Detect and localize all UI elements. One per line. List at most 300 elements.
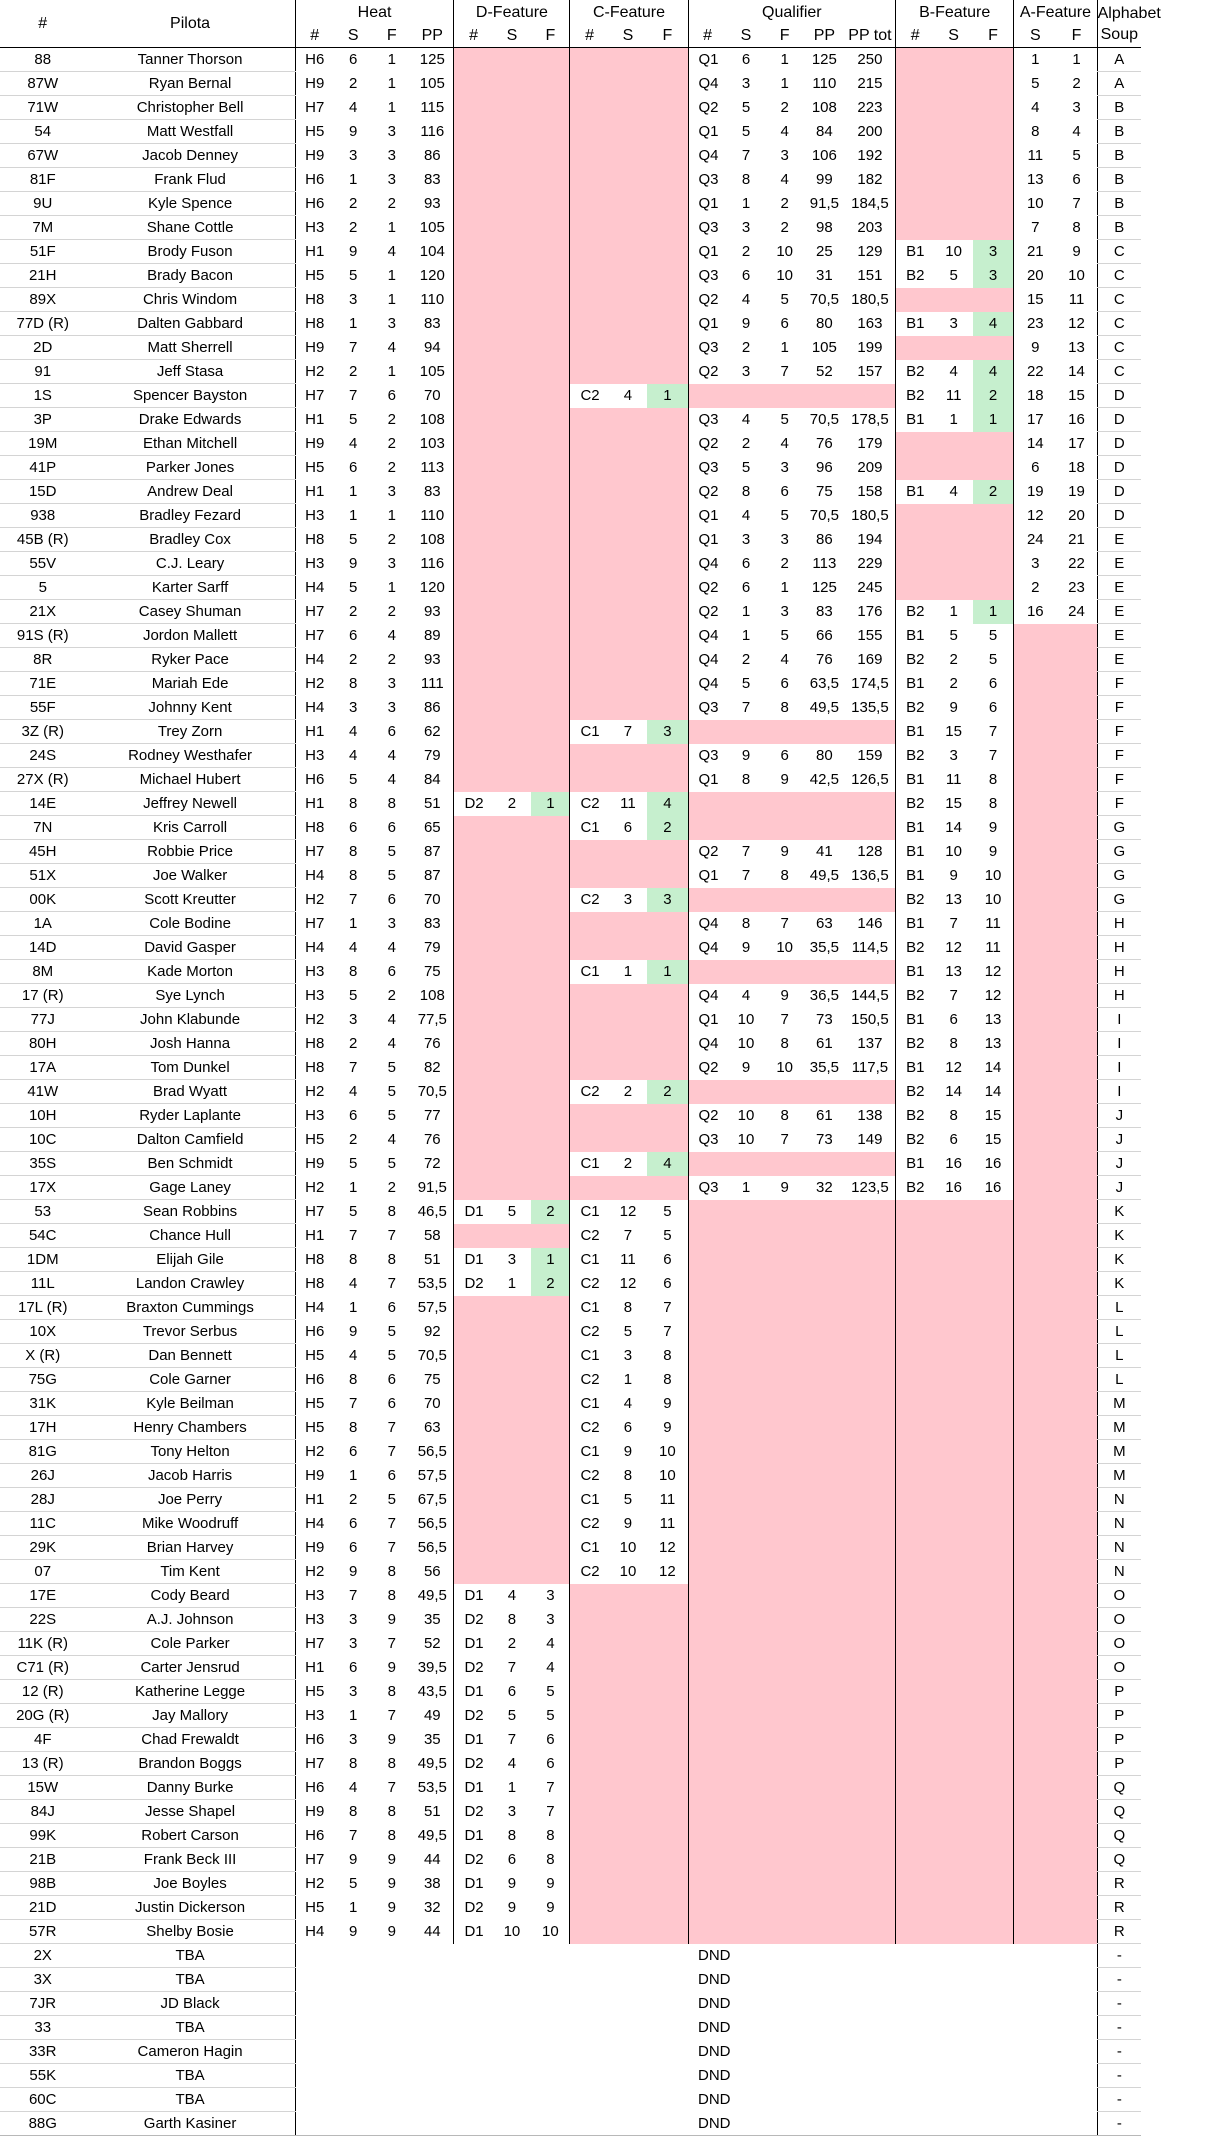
driver-name: Kyle Beilman	[85, 1392, 295, 1416]
heat-points: 105	[419, 75, 445, 92]
cfeature-start	[609, 936, 648, 960]
afeature-finish	[1056, 1656, 1097, 1680]
qualifier-points-total: 158	[857, 483, 883, 500]
heat-points: 72	[423, 1155, 441, 1172]
bfeature-race	[896, 288, 935, 312]
bfeature-start	[934, 1464, 973, 1488]
driver-name: Christopher Bell	[85, 96, 295, 120]
heat-finish: 2	[387, 651, 396, 668]
table-row	[0, 1200, 1141, 1224]
heat-finish: 1	[387, 75, 396, 92]
cfeature-race: C1	[570, 1200, 609, 1224]
qualifier-race: Q4	[688, 912, 727, 936]
heat-number: H2	[295, 1008, 334, 1032]
dfeature-race: D1	[454, 1776, 493, 1800]
bfeature-finish: 15	[984, 1131, 1002, 1148]
qualifier-race	[688, 1440, 727, 1464]
bfeature-finish	[973, 1584, 1014, 1608]
dfeature-finish	[531, 1320, 570, 1344]
heat-start: 6	[348, 1659, 358, 1676]
qualifier-start: 9	[741, 1059, 751, 1076]
dfeature-finish	[531, 936, 570, 960]
afeature-finish	[1056, 984, 1097, 1008]
dnd-blank	[295, 2016, 688, 2040]
dfeature-start	[493, 336, 532, 360]
car-number: 14D	[0, 936, 85, 960]
dfeature-finish	[531, 192, 570, 216]
table-row	[0, 576, 1141, 600]
qualifier-points-total	[845, 1392, 896, 1416]
afeature-start	[1014, 1248, 1057, 1272]
cfeature-start	[609, 432, 648, 456]
bfeature-race: B1	[896, 624, 935, 648]
cfeature-race	[570, 1704, 609, 1728]
dfeature-finish: 2	[531, 1200, 570, 1224]
heat-points: 53,5	[417, 1275, 447, 1292]
table-row	[0, 1824, 1141, 1848]
sub-header-q-f: F	[765, 25, 804, 48]
cfeature-finish	[647, 768, 688, 792]
heat-finish: 1	[387, 579, 396, 596]
bfeature-start	[934, 576, 973, 600]
bfeature-finish: 2	[973, 480, 1014, 504]
qualifier-points-total: 150,5	[851, 1011, 889, 1028]
heat-number: H8	[295, 1248, 334, 1272]
dfeature-race	[454, 528, 493, 552]
qualifier-points: 41	[816, 843, 833, 860]
car-number: 77D (R)	[0, 312, 85, 336]
heat-points: 38	[423, 1875, 441, 1892]
bfeature-race	[896, 1536, 935, 1560]
dfeature-race	[454, 96, 493, 120]
bfeature-race: B2	[896, 1080, 935, 1104]
dfeature-start	[493, 360, 532, 384]
table-row	[0, 360, 1141, 384]
bfeature-race	[896, 1392, 935, 1416]
cfeature-finish: 1	[647, 384, 688, 408]
car-number: 45B (R)	[0, 528, 85, 552]
qualifier-race	[688, 888, 727, 912]
car-number: 57R	[0, 1920, 85, 1944]
bfeature-finish	[973, 1464, 1014, 1488]
dnd-row	[0, 2064, 1141, 2088]
afeature-finish	[1056, 768, 1097, 792]
afeature-start	[1014, 1200, 1057, 1224]
alphabet-soup-letter: -	[1097, 2088, 1141, 2112]
heat-start: 8	[348, 675, 358, 692]
qualifier-points	[804, 1368, 845, 1392]
qualifier-points-total: 163	[857, 315, 883, 332]
afeature-start	[1014, 912, 1057, 936]
alphabet-soup-letter: -	[1097, 1944, 1141, 1968]
bfeature-finish	[973, 1344, 1014, 1368]
qualifier-points: 61	[816, 1107, 833, 1124]
bfeature-finish	[973, 1392, 1014, 1416]
afeature-finish: 11	[1068, 291, 1085, 308]
qualifier-finish: 10	[776, 1059, 794, 1076]
heat-finish: 6	[387, 723, 396, 740]
dfeature-race	[454, 984, 493, 1008]
qualifier-points: 125	[811, 51, 837, 69]
qualifier-race	[688, 1416, 727, 1440]
afeature-start	[1014, 1224, 1057, 1248]
bfeature-start	[934, 1272, 973, 1296]
qualifier-finish: 7	[780, 363, 789, 380]
qualifier-finish: 10	[776, 243, 794, 260]
table-row	[0, 1104, 1141, 1128]
cfeature-race	[570, 264, 609, 288]
alphabet-soup-letter: R	[1097, 1872, 1141, 1896]
dfeature-start	[493, 768, 532, 792]
heat-start: 8	[348, 867, 358, 884]
group-header-bfeature: B-Feature	[896, 0, 1014, 25]
heat-finish: 2	[387, 531, 396, 548]
qualifier-race	[688, 1464, 727, 1488]
dnd-status: DND	[698, 2091, 731, 2108]
bfeature-start	[934, 96, 973, 120]
car-number: 54C	[0, 1224, 85, 1248]
bfeature-race: B1	[896, 408, 935, 432]
bfeature-finish	[973, 1800, 1014, 1824]
afeature-finish	[1056, 1104, 1097, 1128]
qualifier-points	[804, 1632, 845, 1656]
heat-finish: 8	[387, 1803, 396, 1820]
cfeature-finish	[647, 840, 688, 864]
bfeature-race	[896, 1296, 935, 1320]
qualifier-start	[727, 888, 766, 912]
qualifier-points-total	[845, 1200, 896, 1224]
cfeature-finish	[647, 984, 688, 1008]
heat-finish: 3	[387, 123, 396, 140]
cfeature-race	[570, 912, 609, 936]
dfeature-start: 8	[507, 1611, 517, 1628]
cfeature-start: 2	[623, 1083, 633, 1100]
bfeature-race: B1	[896, 480, 935, 504]
driver-name: Katherine Legge	[85, 1680, 295, 1704]
qualifier-points-total: 209	[857, 459, 883, 476]
dfeature-race	[454, 768, 493, 792]
heat-start: 1	[348, 507, 358, 524]
cfeature-finish	[647, 1656, 688, 1680]
qualifier-points	[804, 1560, 845, 1584]
heat-points: 76	[423, 1131, 441, 1148]
bfeature-start: 3	[949, 315, 958, 332]
dfeature-finish	[531, 624, 570, 648]
heat-number: H2	[295, 360, 334, 384]
bfeature-race	[896, 1368, 935, 1392]
bfeature-start: 14	[945, 1083, 962, 1100]
driver-name: Spencer Bayston	[85, 384, 295, 408]
qualifier-race: Q1	[688, 120, 727, 144]
cfeature-race	[570, 696, 609, 720]
dfeature-start	[493, 1128, 532, 1152]
alphabet-soup-letter: F	[1097, 744, 1141, 768]
driver-name: Jay Mallory	[85, 1704, 295, 1728]
group-header-dfeature: D-Feature	[454, 0, 570, 25]
afeature-finish	[1056, 1440, 1097, 1464]
heat-number: H7	[295, 384, 334, 408]
qualifier-points-total	[845, 1080, 896, 1104]
car-number: 9U	[0, 192, 85, 216]
qualifier-start	[727, 1248, 766, 1272]
bfeature-finish	[973, 192, 1014, 216]
driver-name: Dan Bennett	[85, 1344, 295, 1368]
qualifier-points-total	[845, 1152, 896, 1176]
qualifier-points-total: 123,5	[851, 1179, 889, 1196]
heat-number: H6	[295, 1320, 334, 1344]
cfeature-start	[609, 1872, 648, 1896]
heat-number: H6	[295, 1776, 334, 1800]
dfeature-finish	[531, 1176, 570, 1200]
heat-start: 1	[348, 483, 358, 500]
qualifier-finish: 7	[780, 1011, 789, 1028]
heat-start: 8	[348, 963, 358, 980]
heat-start: 1	[348, 1899, 358, 1916]
afeature-finish	[1056, 1296, 1097, 1320]
dfeature-finish	[531, 120, 570, 144]
driver-name: Johnny Kent	[85, 696, 295, 720]
heat-number: H9	[295, 1800, 334, 1824]
afeature-finish	[1056, 1032, 1097, 1056]
bfeature-start	[934, 1920, 973, 1944]
table-row	[0, 1056, 1141, 1080]
driver-name: TBA	[85, 2016, 295, 2040]
afeature-finish	[1056, 672, 1097, 696]
bfeature-start: 12	[945, 939, 962, 956]
alphabet-soup-letter: Q	[1097, 1848, 1141, 1872]
heat-start: 5	[348, 771, 358, 788]
cfeature-race	[570, 624, 609, 648]
sub-header-q-num: #	[688, 25, 727, 48]
heat-number: H8	[295, 1056, 334, 1080]
dfeature-finish: 5	[546, 1707, 555, 1724]
heat-number: H9	[295, 336, 334, 360]
car-number: 55K	[0, 2064, 85, 2088]
heat-points: 120	[419, 267, 445, 284]
qualifier-start	[727, 1296, 766, 1320]
afeature-start	[1014, 1032, 1057, 1056]
afeature-start	[1014, 1680, 1057, 1704]
heat-finish: 7	[387, 1419, 396, 1436]
dfeature-race	[454, 888, 493, 912]
qualifier-race	[688, 1272, 727, 1296]
heat-points: 105	[419, 219, 445, 236]
table-row	[0, 408, 1141, 432]
qualifier-start: 6	[741, 555, 751, 572]
dfeature-race	[454, 1296, 493, 1320]
qualifier-race	[688, 1848, 727, 1872]
afeature-finish: 12	[1068, 315, 1085, 332]
alphabet-soup-letter: N	[1097, 1560, 1141, 1584]
bfeature-start	[934, 1608, 973, 1632]
dfeature-start: 3	[507, 1803, 517, 1820]
dfeature-finish	[531, 1152, 570, 1176]
table-row	[0, 288, 1141, 312]
qualifier-points-total: 136,5	[851, 867, 889, 884]
heat-start: 6	[348, 51, 358, 69]
dfeature-start	[493, 216, 532, 240]
car-number: 21X	[0, 600, 85, 624]
cfeature-race	[570, 1176, 609, 1200]
alphabet-soup-letter: Q	[1097, 1776, 1141, 1800]
qualifier-points-total	[845, 792, 896, 816]
afeature-start: 17	[1014, 408, 1057, 432]
sub-header-q-pptot: PP tot	[845, 25, 896, 48]
table-row	[0, 1872, 1141, 1896]
heat-finish: 6	[387, 819, 396, 836]
heat-number: H9	[295, 1464, 334, 1488]
car-number: 15W	[0, 1776, 85, 1800]
qualifier-points-total	[845, 1776, 896, 1800]
dfeature-start: 9	[507, 1899, 517, 1916]
afeature-finish: 14	[1068, 363, 1085, 380]
qualifier-points: 105	[811, 339, 837, 356]
qualifier-finish: 9	[780, 771, 789, 788]
afeature-start	[1014, 1344, 1057, 1368]
dfeature-finish	[531, 1224, 570, 1248]
driver-name: Garth Kasiner	[85, 2112, 295, 2136]
alphabet-soup-letter: N	[1097, 1488, 1141, 1512]
qualifier-race: Q1	[688, 768, 727, 792]
qualifier-start	[727, 1536, 766, 1560]
dnd-row	[0, 1968, 1141, 1992]
heat-finish: 1	[387, 219, 396, 236]
dfeature-race	[454, 456, 493, 480]
car-number: 98B	[0, 1872, 85, 1896]
bfeature-race	[896, 168, 935, 192]
bfeature-start	[934, 1392, 973, 1416]
alphabet-soup-letter: H	[1097, 960, 1141, 984]
dfeature-start	[493, 480, 532, 504]
qualifier-points-total	[845, 1752, 896, 1776]
heat-number: H1	[295, 240, 334, 264]
qualifier-start	[727, 1272, 766, 1296]
qualifier-points	[804, 1224, 845, 1248]
table-row	[0, 888, 1141, 912]
alphabet-soup-letter: K	[1097, 1272, 1141, 1296]
driver-name: Carter Jensrud	[85, 1656, 295, 1680]
dfeature-finish: 9	[546, 1875, 555, 1892]
afeature-start	[1014, 624, 1057, 648]
afeature-start	[1014, 888, 1057, 912]
afeature-start	[1014, 960, 1057, 984]
dfeature-start	[493, 1536, 532, 1560]
dfeature-start	[493, 1008, 532, 1032]
dfeature-finish: 9	[546, 1899, 555, 1916]
group-header-row	[0, 0, 1141, 25]
cfeature-finish: 8	[663, 1347, 672, 1364]
table-row	[0, 672, 1141, 696]
dfeature-finish: 8	[546, 1851, 555, 1868]
qualifier-start: 4	[741, 411, 751, 428]
qualifier-finish: 6	[780, 315, 789, 332]
sub-header-a-s: S	[1014, 25, 1057, 48]
bfeature-start: 15	[945, 723, 962, 740]
afeature-finish: 6	[1072, 171, 1081, 188]
driver-name: Trey Zorn	[85, 720, 295, 744]
dfeature-start	[493, 672, 532, 696]
driver-name: TBA	[85, 2064, 295, 2088]
qualifier-points-total	[845, 1320, 896, 1344]
cfeature-start: 5	[623, 1323, 633, 1340]
driver-name: Josh Hanna	[85, 1032, 295, 1056]
dfeature-start	[493, 264, 532, 288]
dfeature-finish	[531, 528, 570, 552]
car-number: 33	[0, 2016, 85, 2040]
bfeature-finish	[973, 120, 1014, 144]
cfeature-race	[570, 840, 609, 864]
afeature-finish	[1056, 1632, 1097, 1656]
cfeature-finish	[647, 576, 688, 600]
cfeature-start: 8	[623, 1467, 633, 1484]
bfeature-start	[934, 1512, 973, 1536]
cfeature-start: 9	[623, 1443, 633, 1460]
afeature-finish	[1056, 720, 1097, 744]
afeature-start	[1014, 792, 1057, 816]
dfeature-race: D2	[454, 1656, 493, 1680]
cfeature-start	[609, 648, 648, 672]
cfeature-start: 2	[623, 1155, 633, 1172]
heat-finish: 8	[387, 1827, 396, 1844]
qualifier-points-total	[845, 1728, 896, 1752]
afeature-finish: 15	[1068, 387, 1085, 404]
qualifier-start: 9	[741, 315, 751, 332]
heat-finish: 5	[387, 1107, 396, 1124]
qualifier-finish	[765, 1368, 804, 1392]
qualifier-start: 1	[741, 1179, 751, 1196]
heat-points: 116	[420, 123, 445, 140]
heat-start: 1	[348, 1299, 358, 1316]
qualifier-points-total	[845, 816, 896, 840]
car-number: 31K	[0, 1392, 85, 1416]
qualifier-points-total: 182	[857, 171, 883, 188]
bfeature-race: B2	[896, 648, 935, 672]
car-number: 91	[0, 360, 85, 384]
bfeature-start	[934, 1440, 973, 1464]
bfeature-finish	[973, 1872, 1014, 1896]
cfeature-finish: 2	[647, 816, 688, 840]
dfeature-race	[454, 744, 493, 768]
table-row	[0, 240, 1141, 264]
car-number: 8R	[0, 648, 85, 672]
driver-name: Jordon Mallett	[85, 624, 295, 648]
alphabet-soup-letter: E	[1097, 648, 1141, 672]
heat-number: H2	[295, 888, 334, 912]
cfeature-start	[609, 528, 648, 552]
dfeature-start: 6	[507, 1683, 517, 1700]
heat-points: 49,5	[417, 1827, 447, 1844]
afeature-start	[1014, 1104, 1057, 1128]
driver-name: Andrew Deal	[85, 480, 295, 504]
heat-finish: 4	[387, 771, 396, 788]
car-number: 24S	[0, 744, 85, 768]
qualifier-points-total: 149	[857, 1131, 883, 1148]
heat-number: H3	[295, 744, 334, 768]
cfeature-race: C1	[570, 720, 609, 744]
car-number: 60C	[0, 2088, 85, 2112]
dfeature-start	[493, 744, 532, 768]
qualifier-finish	[765, 1248, 804, 1272]
dnd-row	[0, 2040, 1141, 2064]
car-number: 17L (R)	[0, 1296, 85, 1320]
heat-number: H7	[295, 624, 334, 648]
qualifier-race: Q1	[688, 528, 727, 552]
heat-number: H3	[295, 984, 334, 1008]
dfeature-start	[493, 144, 532, 168]
qualifier-finish	[765, 1680, 804, 1704]
bfeature-race	[896, 1488, 935, 1512]
driver-name: Ethan Mitchell	[85, 432, 295, 456]
